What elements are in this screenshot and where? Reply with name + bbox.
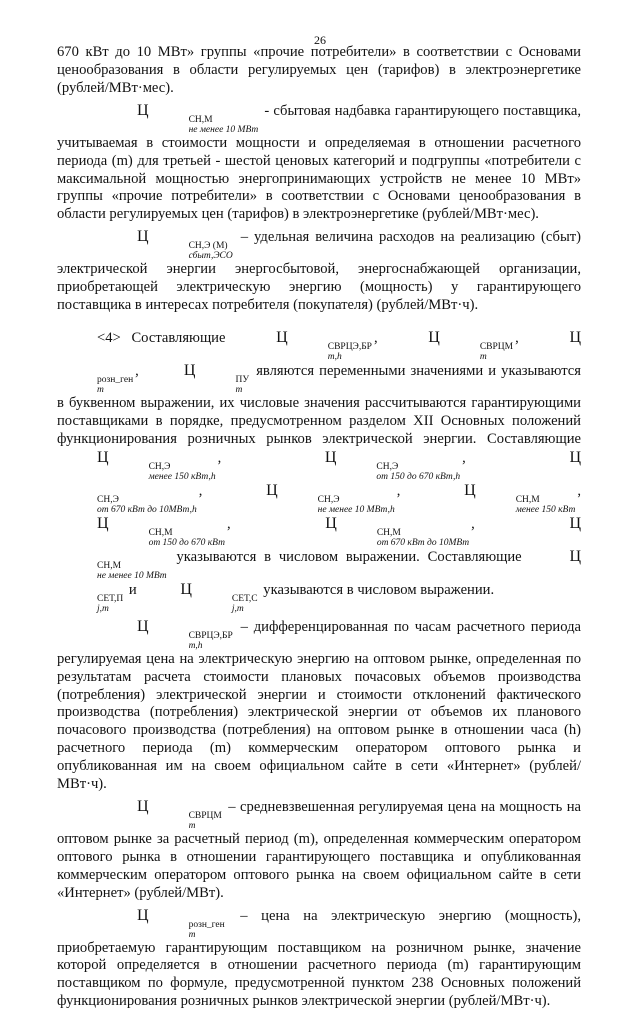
- symbol: Ц: [97, 448, 109, 466]
- paragraph-1: 670 кВт до 10 МВт» группы «прочие потребители» в соответствии с Основами ценообразования в области регулируемых цен (тарифов) в электроэнергетике (рублей/МВт·мес).: [57, 44, 581, 96]
- symbol-superscript: СН,Э (М): [188, 241, 228, 252]
- paragraph-4: <4> Составляющие Ц СВРЦЭ,БР m,h , Ц СВРЦМ m , Ц розн_ген m , Ц ПУ m являются переменными значениями и указываются в буквенном выражении, их числовые значения рассчитываются гарантирующими поставщиками в порядке, предусмотренном разделом XII Основных положений функционирования розничных рынков электрической энергии. Составляющие Ц СН,Э менее 150 кВт,h , Ц СН,Э от 150 до 670 кВт,h , Ц СН,Э от 670 кВт до 10МВт,h , Ц СН,Э не менее 10 МВт,h , Ц СН,М менее 150 кВт , Ц СН,М от 150 до 670 кВт , Ц СН,М от 670 кВт до 10МВт , Ц СН,М не менее 10 МВт указываются в числовом выражении. Составляющие Ц СЕТ,П j,m и Ц СЕТ,С j,m указываются в числовом выражении.: [57, 328, 582, 614]
- paragraph-4-start: <4> Составляющие: [97, 329, 226, 346]
- symbol: Ц: [569, 328, 582, 346]
- paragraph-3: [57, 228, 581, 315]
- paragraph-6: Ц СВРЦМ m – средневзвешенная регулируемая цена на мощность на оптовом рынке за расчетный период (m), определенная коммерческим оператором оптового рынка в отношении гарантирующего поставщика и опубликованная коммерческим оператором оптового рынка на своем официальном сайте в сети «Интернет» (рублей/МВт).: [57, 797, 581, 901]
- symbol: Ц: [569, 448, 581, 466]
- paragraph-4-mid: являются переменными значениями и указываются в буквенном выражении, их числовые значения рассчитываются гарантирующими поставщиками в порядке, предусмотренном разделом XII Основных положений функционирования розничных рынков электрической энергии. Составляющие: [57, 362, 581, 447]
- symbol-superscript: СН,М: [188, 114, 213, 125]
- paragraph-2-text: - сбытовая надбавка гарантирующего поставщика, учитываемая в стоимости мощности и определяемая в отношении расчетного периода (m) для третьей - шестой ценовых категорий и подгруппы «потребители с максимальной мощностью энергопринимающих устройств не менее 10 МВт» группы «прочие потребители» в соответствии с Основами ценообразования в области регулируемых цен (тарифов) в электроэнергетике (рублей/МВт·мес).: [57, 102, 581, 223]
- symbol: Ц: [324, 448, 337, 466]
- symbol: Ц: [137, 617, 149, 635]
- paragraph-7-text: – цена на электрическую энергию (мощность), приобретаемую гарантирующим поставщиком на розничном рынке, значение которой определяется в отношении расчетного периода (m) гарантирующим поставщиком по формуле, предусмотренной пунктом 238 Основных положений функционирования розничных рынков электрической энергии (рублей/МВт·ч).: [57, 907, 581, 1010]
- symbol-subscript: сбыт,ЭСО: [188, 251, 233, 262]
- paragraph-5-text: – дифференцированная по часам расчетного периода регулируемая цена на электрическую энергию на оптовом рынке, определенная по результатам расчета стоимости плановых почасовых объемов производства (потребления) электрической энергии и стоимости отклонений фактического производства (потребления) электрической энергии от объемов их планового почасового производства (потребления) на оптовом рынке в отношении часа (h) расчетного периода (m) коммерческим оператором оптового рынка и опубликованная им на своем официальном сайте в сети «Интернет» (рублей/МВт·ч).: [57, 618, 581, 793]
- paragraph-3-text: – удельная величина расходов на реализацию (сбыт) электрической энергии энергосбытовой, энергоснабжающей организации, приобретающей электрическую энергию (мощность) у гарантирующего поставщика в интересах потребителя (покупателя) (рублей/МВт·ч).: [57, 229, 581, 314]
- document-body: [57, 44, 581, 1015]
- symbol: Ц: [569, 514, 582, 532]
- symbol: Ц: [137, 101, 149, 119]
- page-number: 26: [314, 33, 326, 47]
- symbol: Ц: [464, 481, 476, 499]
- paragraph-4-tail-1: указываются в числовом выражении. Составляющие: [176, 548, 522, 565]
- paragraph-7: Ц розн_ген m – цена на электрическую энергию (мощность), приобретаемую гарантирующим поставщиком на розничном рынке, значение которой определяется в отношении расчетного периода (m) гарантирующим поставщиком по формуле, предусмотренной пунктом 238 Основных положений функционирования розничных рынков электрической энергии (рублей/МВт·ч).: [57, 906, 581, 1010]
- symbol: Ц: [137, 228, 149, 246]
- symbol: Ц: [266, 481, 278, 499]
- symbol: Ц: [137, 797, 149, 815]
- paragraph-4-tail-2: указываются в числовом выражении.: [263, 581, 495, 598]
- symbol: Ц: [183, 361, 196, 379]
- symbol-subscript: не менее 10 МВт: [188, 124, 259, 135]
- symbol: Ц: [325, 514, 337, 532]
- paragraph-6-text: – средневзвешенная регулируемая цена на мощность на оптовом рынке за расчетный период (m), определенная коммерческим оператором оптового рынка в отношении гарантирующего поставщика и опубликованная коммерческим оператором оптового рынка на своем официальном сайте в сети «Интернет» (рублей/МВт).: [57, 798, 581, 901]
- symbol: Ц: [137, 906, 149, 924]
- symbol: Ц: [569, 547, 582, 565]
- symbol: Ц: [97, 514, 109, 532]
- paragraph-5: Ц СВРЦЭ,БР m,h – дифференцированная по часам расчетного периода регулируемая цена на электрическую энергию на оптовом рынке, определенная по результатам расчета стоимости плановых почасовых объемов производства (потребления) электрической энергии и стоимости отклонений фактического производства (потребления) электрической энергии от объемов их планового почасового производства (потребления) на оптовом рынке в отношении часа (h) расчетного периода (m) коммерческим оператором оптового рынка и опубликованная им на своем официальном сайте в сети «Интернет» (рублей/МВт·ч).: [57, 617, 581, 793]
- symbol: Ц: [428, 328, 440, 346]
- paragraph-2: [57, 102, 581, 225]
- symbol: Ц: [180, 580, 192, 598]
- symbol: Ц: [276, 328, 288, 346]
